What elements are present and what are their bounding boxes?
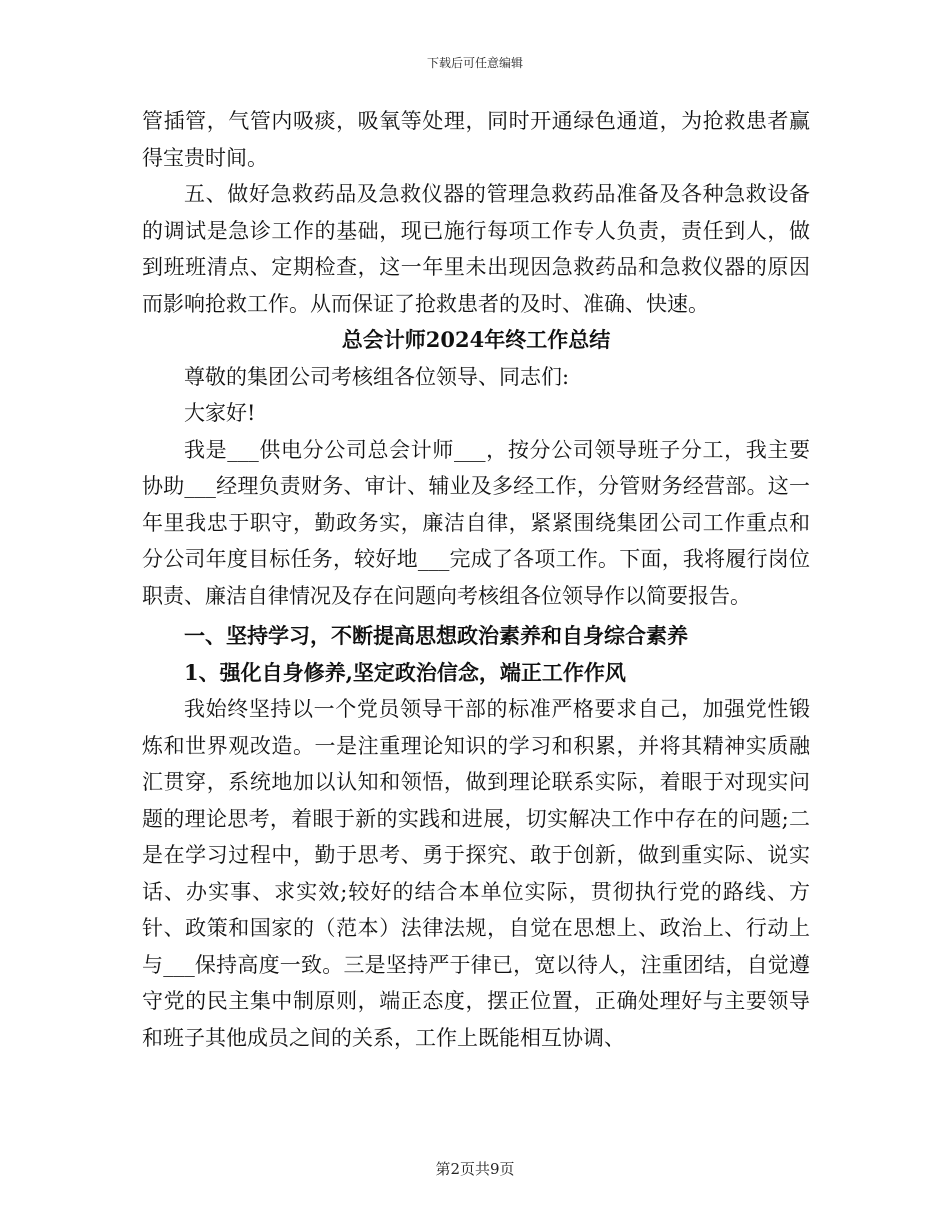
paragraph-introduction: 我是___供电分公司总会计师___，按分公司领导班子分工，我主要协助___经理负责财务、审计、辅业及多经工作，分管财务经营部。这一年里我忠于职守，勤政务实，廉洁自律，紧紧围绕集团公司工作重点和分公司年度目标任务，较好地___完成了各项工作。下面，我将履行岗位职责、廉洁自律情况及存在问题向考核组各位领导作以简要报告。 xyxy=(142,437,810,608)
section-heading-1: 一、坚持学习，不断提高思想政治素养和自身综合素养 xyxy=(184,623,688,648)
greeting-line: 尊敬的集团公司考核组各位领导、同志们: xyxy=(184,364,570,389)
section-heading-1-1: 1、强化自身修养,坚定政治信念，端正工作作风 xyxy=(184,659,626,685)
document-body xyxy=(142,103,810,1056)
paragraph-emergency-equipment: 五、做好急救药品及急救仪器的管理急救药品准备及各种急救设备的调试是急诊工作的基础，现已施行每项工作专人负责，责任到人，做到班班清点、定期检查，这一年里未出现因急救药品和急救仪器的原因而影响抢救工作。从而保证了抢救患者的及时、准确、快速。 xyxy=(142,182,810,316)
paragraph-self-cultivation: 我始终坚持以一个党员领导干部的标准严格要求自己，加强党性锻炼和世界观改造。一是注重理论知识的学习和积累，并将其精神实质融汇贯穿，系统地加以认知和领悟，做到理论联系实际，着眼于对现实问题的理论思考，着眼于新的实践和进展，切实解决工作中存在的问题;二是在学习过程中，勤于思考、勇于探究、敢于创新，做到重实际、说实话、办实事、求实效;较好的结合本单位实际，贯彻执行党的路线、方针、政策和国家的（范本）法律法规，自觉在思想上、政治上、行动上与___保持高度一致。三是坚持严于律已，宽以待人，注重团结，自觉遵守党的民主集中制原则，端正态度，摆正位置，正确处理好与主要领导和班子其他成员之间的关系，工作上既能相互协调、 xyxy=(142,697,810,1050)
hello-line: 大家好! xyxy=(184,401,256,425)
page-header: 下载后可任意编辑 xyxy=(426,56,523,70)
page-footer: 第2页共9页 xyxy=(435,1160,515,1178)
document-title: 总会计师2024年终工作总结 xyxy=(341,327,611,352)
paragraph-continuation: 管插管，气管内吸痰，吸氧等处理，同时开通绿色通道，为抢救患者赢得宝贵时间。 xyxy=(142,109,810,170)
